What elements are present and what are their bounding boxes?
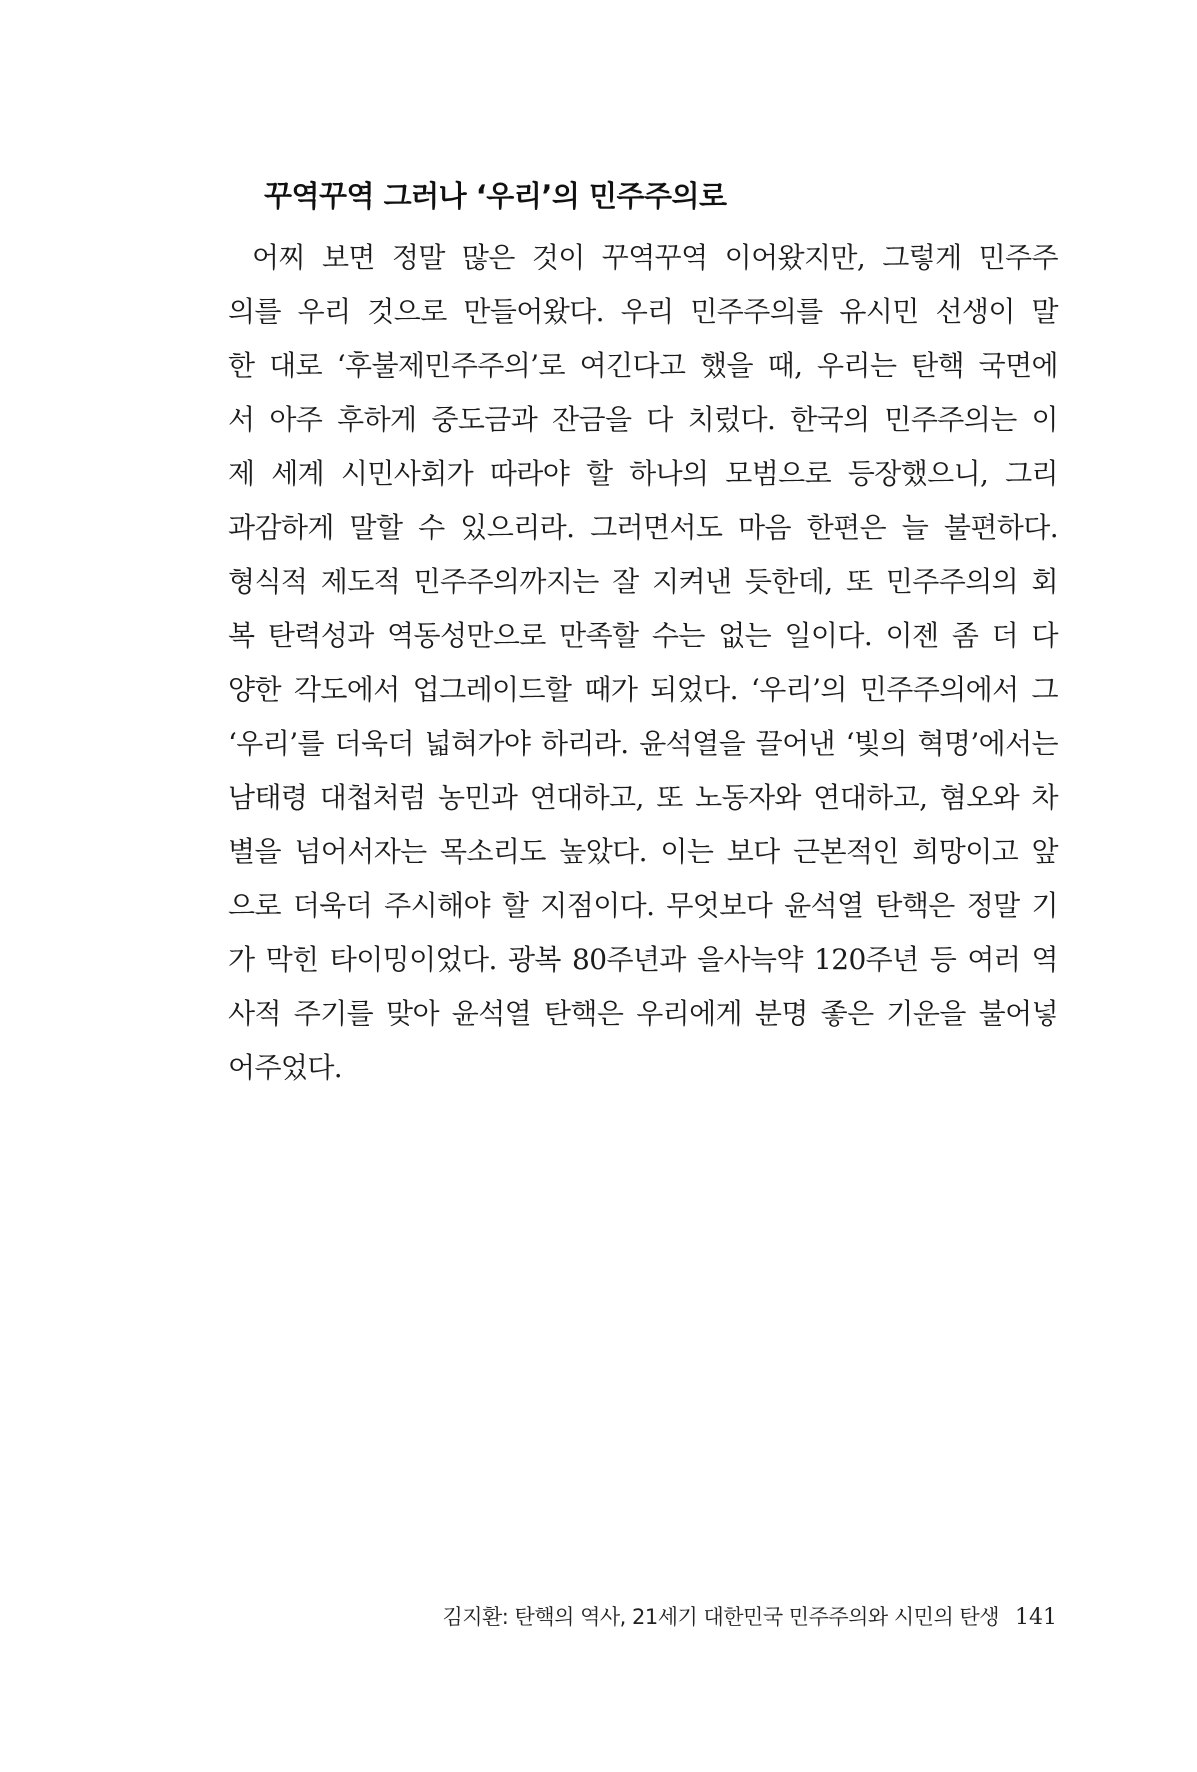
page-number: 141 (1015, 1605, 1057, 1630)
body-line: 가 막힌 타이밍이었다. 광복 80주년과 을사늑약 120주년 등 여러 역 (228, 943, 1058, 976)
body-line: ‘우리’를 더욱더 넓혀가야 하리라. 윤석열을 끌어낸 ‘빛의 혁명’에서는 (228, 727, 1058, 760)
body-line: 과감하게 말할 수 있으리라. 그러면서도 마음 한편은 늘 불편하다. (228, 511, 1058, 544)
body-line: 남태령 대첩처럼 농민과 연대하고, 또 노동자와 연대하고, 혐오와 차 (228, 781, 1058, 814)
running-footer (300, 1601, 1057, 1637)
body-line: 제 세계 시민사회가 따라야 할 하나의 모범으로 등장했으니, 그리 (228, 457, 1058, 490)
body-line: 양한 각도에서 업그레이드할 때가 되었다. ‘우리’의 민주주의에서 그 (228, 673, 1058, 706)
body-line: 으로 더욱더 주시해야 할 지점이다. 무엇보다 윤석열 탄핵은 정말 기 (228, 889, 1058, 922)
body-line: 의를 우리 것으로 만들어왔다. 우리 민주주의를 유시민 선생이 말 (228, 295, 1058, 328)
body-line: 어찌 보면 정말 많은 것이 꾸역꾸역 이어왔지만, 그렇게 민주주 (252, 241, 1058, 274)
body-line: 어주었다. (228, 1051, 343, 1084)
body-line: 한 대로 ‘후불제민주주의’로 여긴다고 했을 때, 우리는 탄핵 국면에 (228, 349, 1058, 382)
section-heading: 꾸역꾸역 그러나 ‘우리’의 민주주의로 (264, 179, 727, 213)
body-line: 사적 주기를 맞아 윤석열 탄핵은 우리에게 분명 좋은 기운을 불어넣 (228, 997, 1058, 1030)
body-line: 서 아주 후하게 중도금과 잔금을 다 치렀다. 한국의 민주주의는 이 (228, 403, 1058, 436)
running-title: 김지환: 탄핵의 역사, 21세기 대한민국 민주주의와 시민의 탄생 (442, 1605, 999, 1629)
body-line: 복 탄력성과 역동성만으로 만족할 수는 없는 일이다. 이젠 좀 더 다 (228, 619, 1058, 652)
body-paragraph (228, 231, 1058, 1095)
body-line: 별을 넘어서자는 목소리도 높았다. 이는 보다 근본적인 희망이고 앞 (228, 835, 1058, 868)
body-line: 형식적 제도적 민주주의까지는 잘 지켜낸 듯한데, 또 민주주의의 회 (228, 565, 1058, 598)
